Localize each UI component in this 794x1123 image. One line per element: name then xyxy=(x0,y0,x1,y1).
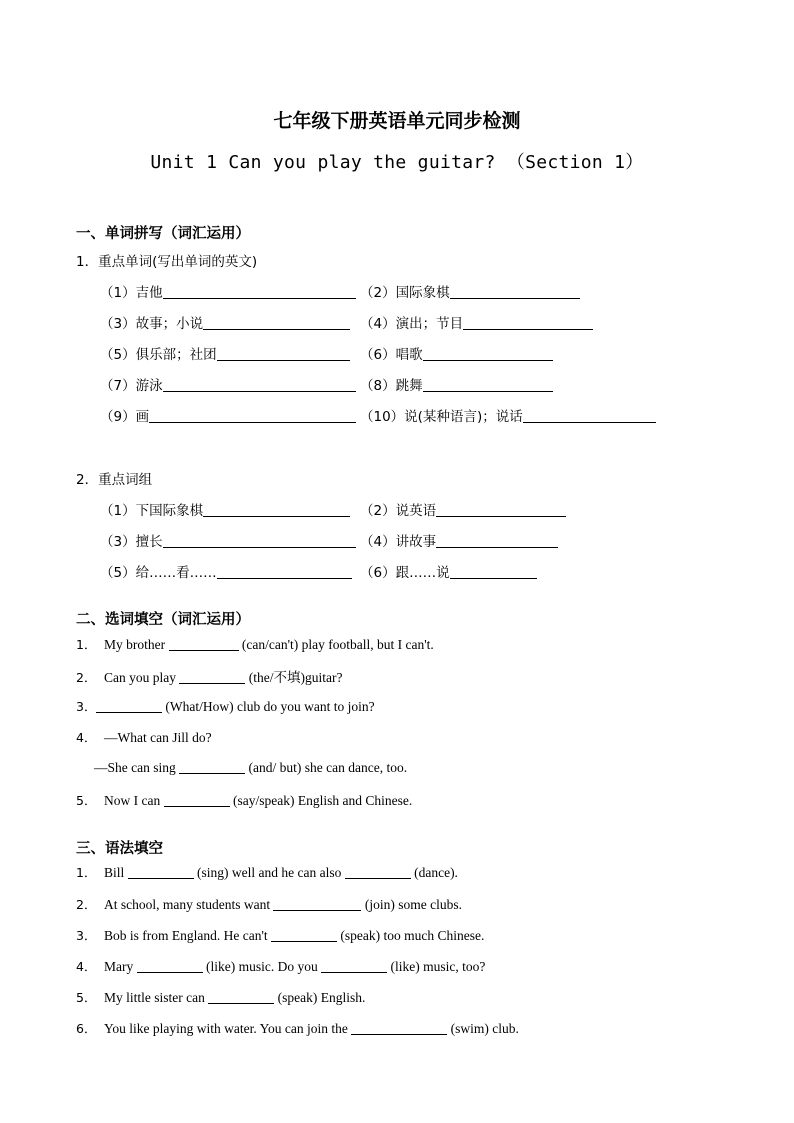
answer-blank[interactable] xyxy=(423,346,553,361)
phrase-item-6: （6）跟……说 xyxy=(360,561,537,581)
answer-blank[interactable] xyxy=(179,759,245,774)
s3-item-6: 6． You like playing with water. You can join the (swim) club. xyxy=(76,1021,519,1036)
s2-item-4-answer: —She can sing (and/ but) she can dance, too. xyxy=(94,760,408,775)
answer-blank[interactable] xyxy=(321,958,387,973)
word-item-7: （7）游泳 xyxy=(100,374,356,394)
answer-blank[interactable] xyxy=(163,284,356,299)
section1-part1-label: 1．重点单词(写出单词的英文) xyxy=(76,254,258,270)
answer-blank[interactable] xyxy=(163,377,356,392)
s2-item-5: 5． Now I can (say/speak) English and Chinese. xyxy=(76,793,413,808)
s3-item-3: 3． Bob is from England. He can't (speak) too much Chinese. xyxy=(76,928,485,943)
page-title: 七年级下册英语单元同步检测 xyxy=(273,110,521,132)
s3-item-5: 5． My little sister can (speak) English. xyxy=(76,990,366,1005)
phrase-item-1: （1）下国际象棋 xyxy=(100,499,350,519)
phrase-item-4: （4）讲故事 xyxy=(360,530,558,550)
section2-heading: 二、选词填空（词汇运用） xyxy=(76,612,250,628)
word-item-8: （8）跳舞 xyxy=(360,374,553,394)
phrase-item-3: （3）擅长 xyxy=(100,530,356,550)
answer-blank[interactable] xyxy=(164,792,230,807)
s2-item-1: 1． My brother (can/can't) play football, but I can't. xyxy=(76,637,434,652)
word-item-3: （3）故事；小说 xyxy=(100,312,350,332)
word-item-10: （10）说(某种语言)；说话 xyxy=(360,405,656,425)
s3-item-1: 1． Bill (sing) well and he can also (dance). xyxy=(76,865,458,880)
answer-blank[interactable] xyxy=(523,408,656,423)
answer-blank[interactable] xyxy=(436,502,566,517)
word-item-6: （6）唱歌 xyxy=(360,343,553,363)
answer-blank[interactable] xyxy=(271,927,337,942)
answer-blank[interactable] xyxy=(203,502,350,517)
phrase-item-5: （5）给……看…… xyxy=(100,561,352,581)
answer-blank[interactable] xyxy=(345,864,411,879)
answer-blank[interactable] xyxy=(137,958,203,973)
answer-blank[interactable] xyxy=(217,564,352,579)
s2-item-3: 3． (What/How) club do you want to join? xyxy=(76,699,375,714)
answer-blank[interactable] xyxy=(450,284,580,299)
section1-heading: 一、单词拼写（词汇运用） xyxy=(76,226,250,242)
answer-blank[interactable] xyxy=(203,315,350,330)
answer-blank[interactable] xyxy=(351,1020,447,1035)
s3-item-4: 4． Mary (like) music. Do you (like) music, too? xyxy=(76,959,486,974)
s2-item-4: 4． —What can Jill do? xyxy=(76,730,212,745)
section3-heading: 三、语法填空 xyxy=(76,841,163,857)
word-item-5: （5）俱乐部；社团 xyxy=(100,343,350,363)
answer-blank[interactable] xyxy=(179,669,245,684)
s2-item-2: 2． Can you play (the/不填)guitar? xyxy=(76,670,343,685)
answer-blank[interactable] xyxy=(163,533,356,548)
answer-blank[interactable] xyxy=(96,698,162,713)
page-subtitle: Unit 1 Can you play the guitar? （Section 1） xyxy=(150,152,644,173)
answer-blank[interactable] xyxy=(128,864,194,879)
word-item-9: （9）画 xyxy=(100,405,356,425)
phrase-item-2: （2）说英语 xyxy=(360,499,566,519)
section1-part2-label: 2．重点词组 xyxy=(76,472,153,488)
answer-blank[interactable] xyxy=(450,564,537,579)
answer-blank[interactable] xyxy=(273,896,361,911)
answer-blank[interactable] xyxy=(208,989,274,1004)
word-item-2: （2）国际象棋 xyxy=(360,281,580,301)
answer-blank[interactable] xyxy=(149,408,356,423)
answer-blank[interactable] xyxy=(169,636,239,651)
word-item-4: （4）演出；节目 xyxy=(360,312,593,332)
answer-blank[interactable] xyxy=(463,315,593,330)
answer-blank[interactable] xyxy=(436,533,558,548)
answer-blank[interactable] xyxy=(217,346,350,361)
answer-blank[interactable] xyxy=(423,377,553,392)
word-item-1: （1）吉他 xyxy=(100,281,356,301)
s3-item-2: 2． At school, many students want (join) some clubs. xyxy=(76,897,462,912)
